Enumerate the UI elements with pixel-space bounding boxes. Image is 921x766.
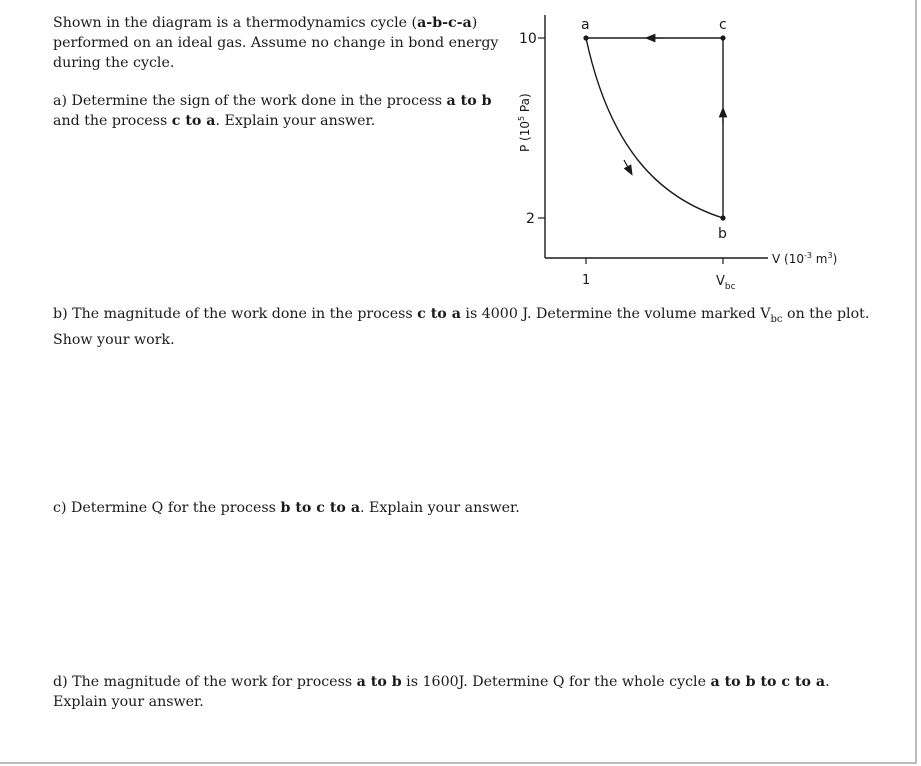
point-b — [720, 215, 725, 220]
point-label-c: c — [719, 17, 727, 33]
point-label-a: a — [581, 17, 590, 33]
x-tick-label-1: 1 — [582, 273, 591, 288]
process-a-to-b — [586, 38, 723, 218]
pv-diagram — [500, 0, 860, 300]
point-label-b: b — [718, 226, 727, 242]
point-a — [583, 35, 588, 40]
question-b: b) The magnitude of the work done in the process c to a is 4000 J. Determine the volume marked $V_{bc}$ on the plot. Show your work. — [53, 306, 870, 348]
y-axis-label: P ($10^5$ Pa) — [517, 93, 532, 152]
point-c — [720, 35, 725, 40]
x-axis-label: V ($10^{-3}$ $m^3$) — [772, 251, 838, 266]
question-c: c) Determine Q for the process b to c to a. Explain your answer. — [53, 500, 520, 516]
question-a: a) Determine the sign of the work done in the process a to b and the process c to a. Explain your answer. — [53, 93, 492, 129]
question-d: d) The magnitude of the work for process a to b is 1600J. Determine Q for the whole cycle a to b to c to a. Explain your answer. — [53, 674, 830, 710]
arrow-a-to-b — [624, 160, 630, 171]
y-tick-label-10: 10 — [519, 31, 537, 47]
y-tick-label-2: 2 — [526, 211, 535, 227]
x-tick-label-vbc: $V_{bc}$ — [716, 274, 736, 292]
intro-text: Shown in the diagram is a thermodynamics cycle (a-b-c-a) performed on an ideal gas. Assume no change in bond energy during the cycle. — [53, 15, 499, 71]
